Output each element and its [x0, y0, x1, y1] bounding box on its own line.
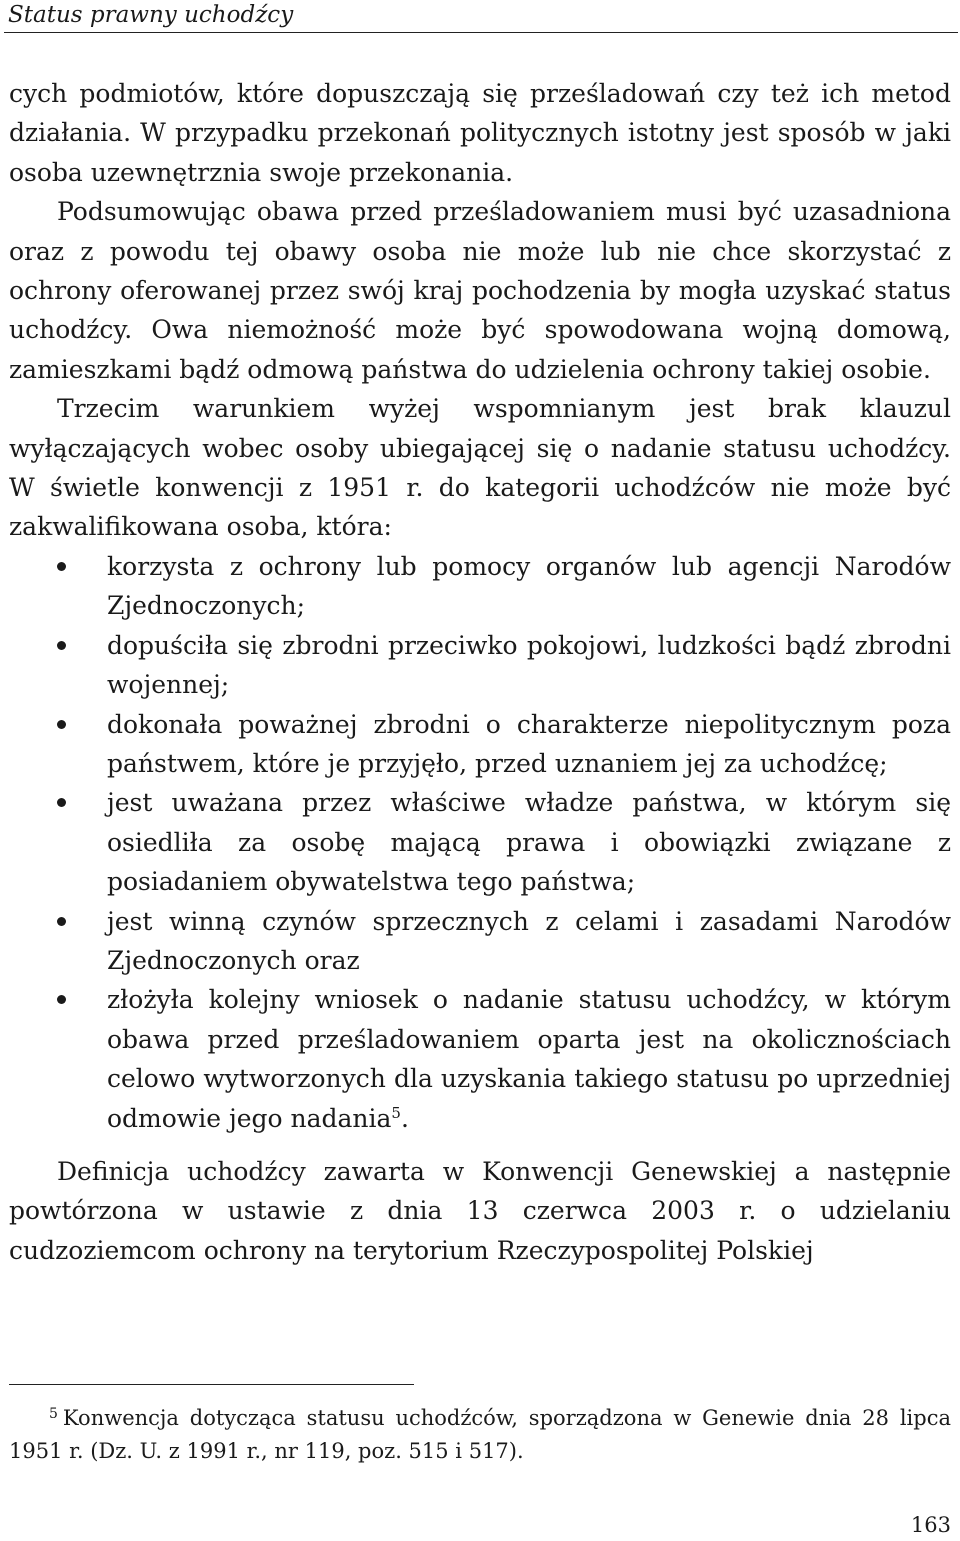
exclusion-list — [9, 547, 951, 1138]
footnote-reference[interactable]: 5 — [391, 1103, 401, 1122]
bullet-icon — [57, 917, 66, 926]
list-item — [9, 902, 951, 981]
footnote: 5 Konwencja dotycząca statusu uchodźców, sporządzona w Genewie dnia 28 lipca 1951 r. (Dz. U. z 1991 r., nr 119, poz. 515 i 517). — [9, 1406, 951, 1463]
footnote-separator — [9, 1384, 414, 1385]
bullet-icon — [57, 720, 66, 729]
paragraph-definition: Definicja uchodźcy zawarta w Konwencji Genewskiej a następnie powtórzona w ustawie z dnia 13 czerwca 2003 r. o udzielaniu cudzoziemcom ochrony na terytorium Rzeczypospolitej Polskiej — [9, 1156, 951, 1265]
list-item — [9, 980, 951, 1138]
list-item — [9, 705, 951, 784]
bullet-icon — [57, 995, 66, 1004]
list-item-text: jest winną czynów sprzecznych z celami i zasadami Narodów Zjednoczonych oraz — [107, 906, 951, 975]
list-item — [9, 547, 951, 626]
body-text — [9, 74, 951, 1270]
paragraph-continued: cych podmiotów, które dopuszczają się prześladowań czy też ich metod działania. W przypadku przekonań politycznych istotny jest sposób w jaki osoba uzewnętrznia swoje przekonania. — [9, 79, 951, 187]
paragraph-summary: Podsumowując obawa przed prześladowaniem musi być uzasadniona oraz z powodu tej obawy osoba nie może lub nie chce skorzystać z ochrony oferowanej przez swój kraj pochodzenia by mogła uzyskać status uchodźcy. Owa niemożność może być spowodowana wojną domową, zamieszkami bądź odmową państwa do udzielenia ochrony takiej osobie. — [9, 197, 951, 384]
bullet-icon — [57, 562, 66, 571]
footnote-text: Konwencja dotycząca statusu uchodźców, sporządzona w Genewie dnia 28 lipca 1951 r. (Dz. U. z 1991 r., nr 119, poz. 515 i 517). — [9, 1406, 951, 1463]
list-item-end-punctuation: . — [400, 1103, 409, 1133]
paragraph-exclusion-clauses: Trzecim warunkiem wyżej wspomnianym jest brak klauzul wyłączających wobec osoby ubiegającej się o nadanie statusu uchodźcy. W świetle konwencji z 1951 r. do kategorii uchodźców nie może być zakwalifikowana osoba, która: — [9, 394, 951, 542]
list-item-text: dokonała poważnej zbrodni o charakterze niepolitycznym poza państwem, które je przyjęło, przed uznaniem jej za uchodźcę; — [107, 709, 951, 778]
list-item-text: korzysta z ochrony lub pomocy organów lub agencji Narodów Zjednoczonych; — [107, 551, 951, 621]
bullet-icon — [57, 798, 66, 807]
list-item-text: jest uważana przez właściwe władze państwa, w którym się osiedliła za osobę mającą prawa i obowiązki związane z posiadaniem obywatelstwa tego państwa; — [107, 788, 951, 897]
list-item-text: dopuściła się zbrodni przeciwko pokojowi, ludzkości bądź zbrodni wojennej; — [107, 630, 951, 700]
running-header: Status prawny uchodźcy — [8, 2, 294, 28]
bullet-icon — [57, 641, 66, 650]
list-item-text: złożyła kolejny wniosek o nadanie statusu uchodźcy, w którym obawa przed prześladowaniem oparta jest na okolicznościach celowo wytworzonych dla uzyskania takiego statusu po uprzedniej odmowie jego nadania — [107, 985, 951, 1133]
page-number: 163 — [910, 1513, 951, 1537]
list-item — [9, 626, 951, 705]
list-item — [9, 783, 951, 901]
header-rule — [4, 32, 958, 33]
